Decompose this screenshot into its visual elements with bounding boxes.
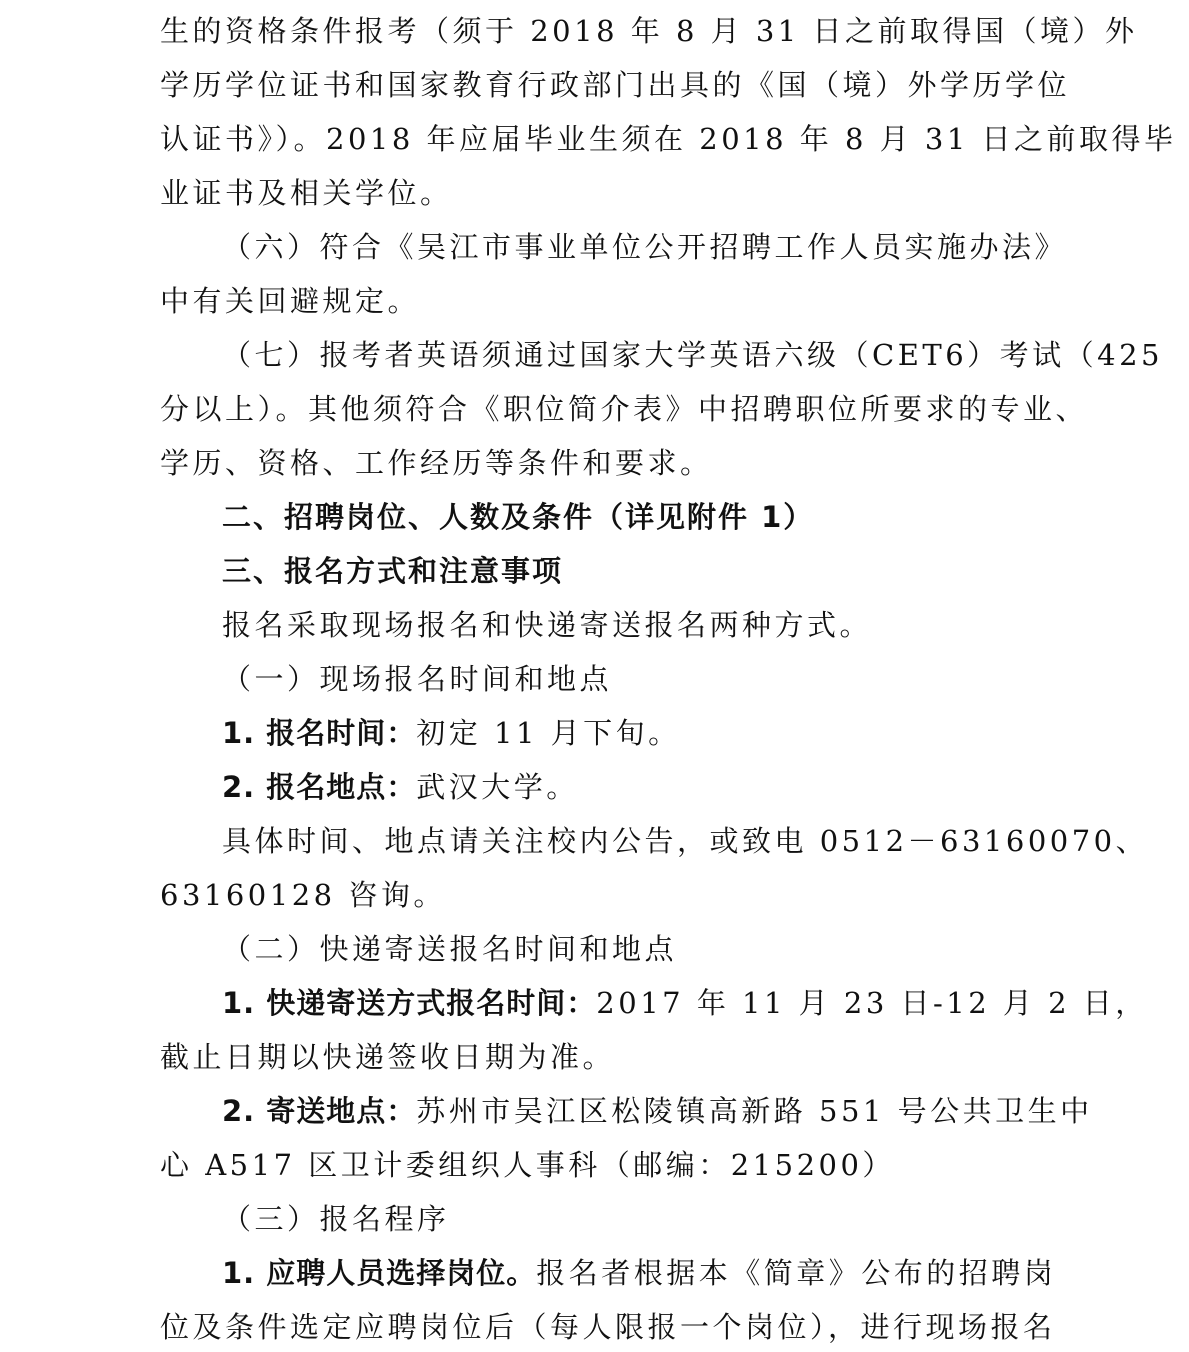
list-item <box>222 762 1050 812</box>
clause-six-line: （六）符合《吴江市事业单位公开招聘工作人员实施办法》 <box>222 230 1068 264</box>
list-item-text: 初定 11 月下旬。 <box>416 716 681 750</box>
list-item-text: 武汉大学。 <box>416 770 579 804</box>
list-item-lead: 2. 寄送地点： <box>222 1094 417 1128</box>
list-item-text: 苏州市吴江区松陵镇高新路 551 号公共卫生中 <box>416 1094 1093 1128</box>
subsection-heading-3: （三）报名程序 <box>222 1202 450 1236</box>
section-heading-2: 二、招聘岗位、人数及条件（详见附件 1） <box>222 500 815 534</box>
list-item <box>222 1248 1057 1298</box>
paragraph-line: 中有关回避规定。 <box>160 284 421 318</box>
paragraph-line: 截止日期以快递签收日期为准。 <box>160 1040 616 1074</box>
subsection-heading-1: （一）现场报名时间和地点 <box>222 662 613 696</box>
paragraph-line: 生的资格条件报考（须于 2018 年 8 月 31 日之前取得国（境）外 <box>160 14 1138 48</box>
paragraph-line: 认证书》）。2018 年应届毕业生须在 2018 年 8 月 31 日之前取得毕 <box>160 122 1177 156</box>
list-item-text: 报名者根据本《简章》公布的招聘岗 <box>536 1256 1057 1290</box>
list-item <box>222 708 1050 758</box>
list-item-lead: 2. 报名地点： <box>222 770 417 804</box>
section-heading-3: 三、报名方式和注意事项 <box>222 554 564 588</box>
subsection-heading-2: （二）快递寄送报名时间和地点 <box>222 932 678 966</box>
paragraph-line: 63160128 咨询。 <box>160 878 446 912</box>
paragraph-line: 位及条件选定应聘岗位后（每人限报一个岗位），进行现场报名 <box>160 1310 1056 1344</box>
list-item <box>222 978 1148 1028</box>
list-item-text: 2017 年 11 月 23 日-12 月 2 日， <box>596 986 1148 1020</box>
paragraph-line: 分以上）。其他须符合《职位简介表》中招聘职位所要求的专业、 <box>160 392 1089 426</box>
list-item-lead: 1. 应聘人员选择岗位。 <box>222 1256 537 1290</box>
list-item-lead: 1. 报名时间： <box>222 716 417 750</box>
paragraph-line: 业证书及相关学位。 <box>160 176 453 210</box>
paragraph-line: 学历学位证书和国家教育行政部门出具的《国（境）外学历学位 <box>160 68 1071 102</box>
paragraph-line: 心 A517 区卫计委组织人事科（邮编：215200） <box>160 1148 895 1182</box>
paragraph-line: 报名采取现场报名和快递寄送报名两种方式。 <box>222 608 873 642</box>
paragraph-line: 学历、资格、工作经历等条件和要求。 <box>160 446 713 480</box>
clause-seven-line: （七）报考者英语须通过国家大学英语六级（CET6）考试（425 <box>222 338 1164 372</box>
list-item <box>222 1086 1093 1136</box>
paragraph-line: 具体时间、地点请关注校内公告，或致电 0512－63160070、 <box>222 824 1149 858</box>
list-item-lead: 1. 快递寄送方式报名时间： <box>222 986 597 1020</box>
